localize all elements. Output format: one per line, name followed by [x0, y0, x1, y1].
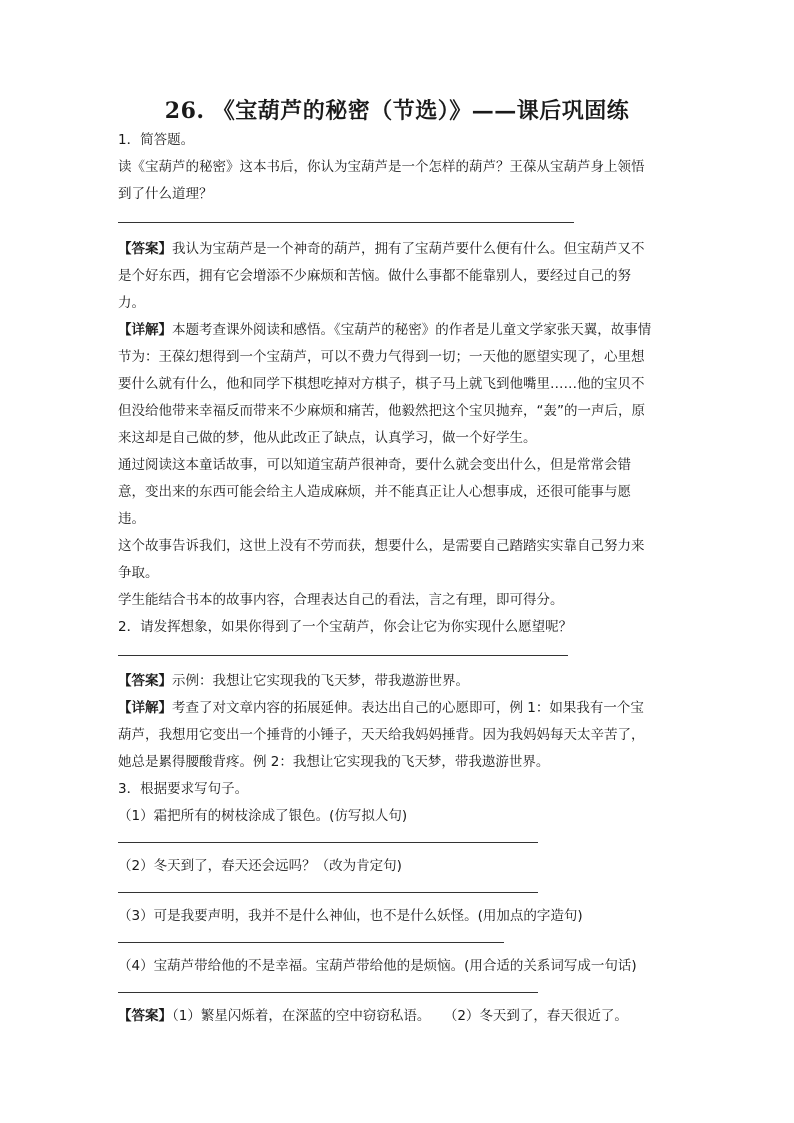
q1-detail-line-1: 【详解】本题考查课外阅读和感悟。《宝葫芦的秘密》的作者是儿童文学家张天翼，故事情: [118, 322, 652, 338]
answer-tag: 【答案】: [118, 673, 172, 689]
q1-question-line-1: 读《宝葫芦的秘密》这本书后，你认为宝葫芦是一个怎样的葫芦？王葆从宝葫芦身上领悟: [118, 159, 645, 175]
q3-heading: 3．根据要求写句子。: [118, 781, 249, 797]
q2-answer-blank[interactable]: [118, 655, 568, 656]
q2-detail-line-1: 【详解】考查了对文章内容的拓展延伸。表达出自己的心愿即可，例 1：如果我有一个宝: [118, 700, 644, 716]
q1-detail-line-8: 违。: [118, 511, 145, 527]
q3-item-2: （2）冬天到了，春天还会远吗？（改为肯定句): [118, 858, 402, 874]
detail-tag: 【详解】: [118, 700, 172, 716]
q1-detail-line-6: 通过阅读这本童话故事，可以知道宝葫芦很神奇，要什么就会变出什么，但是常常会错: [118, 457, 631, 473]
q1-detail-line-9: 这个故事告诉我们，这世上没有不劳而获，想要什么，是需要自己踏踏实实靠自己努力来: [118, 538, 645, 554]
q3-item-3: （3）可是我要声明，我并不是什么神仙，也不是什么妖怪。(用加点的字造句): [118, 908, 583, 924]
q3-answer-line: 【答案】（1）繁星闪烁着，在深蓝的空中窃窃私语。 （2）冬天到了，春天很近了。: [118, 1008, 628, 1024]
page-title: 26. 《宝葫芦的秘密（节选）》——课后巩固练: [164, 98, 630, 124]
q3-item-4-blank[interactable]: [118, 992, 538, 993]
q2-detail-line-2: 葫芦，我想用它变出一个捶背的小锤子，天天给我妈妈捶背。因为我妈妈每天太辛苦了，: [118, 727, 645, 743]
q3-item-1-blank[interactable]: [118, 842, 538, 843]
q1-detail-line-11: 学生能结合书本的故事内容，合理表达自己的看法，言之有理，即可得分。: [118, 592, 564, 608]
answer-tag: 【答案】: [118, 1008, 172, 1024]
q1-detail-line-10: 争取。: [118, 565, 159, 581]
q1-question-line-2: 到了什么道理？: [118, 186, 213, 202]
q1-answer-line-1: 【答案】我认为宝葫芦是一个神奇的葫芦，拥有了宝葫芦要什么便有什么。但宝葫芦又不: [118, 241, 645, 257]
q1-answer-blank[interactable]: [118, 222, 574, 223]
q2-question: 2．请发挥想象，如果你得到了一个宝葫芦，你会让它为你实现什么愿望呢？: [118, 619, 573, 635]
q3-item-4: （4）宝葫芦带给他的不是幸福。宝葫芦带给他的是烦恼。(用合适的关系词写成一句话): [118, 958, 637, 974]
q1-detail-line-4: 但没给他带来幸福反而带来不少麻烦和痛苦，他毅然把这个宝贝抛弃，“轰”的一声后，原: [118, 403, 645, 419]
q1-heading: 1．简答题。: [118, 132, 195, 148]
q3-item-2-blank[interactable]: [118, 892, 538, 893]
q1-detail-line-3: 要什么就有什么，他和同学下棋想吃掉对方棋子，棋子马上就飞到他嘴里……他的宝贝不: [118, 376, 645, 392]
q2-answer-line: 【答案】示例：我想让它实现我的飞天梦，带我遨游世界。: [118, 673, 469, 689]
detail-tag: 【详解】: [118, 322, 172, 338]
q2-detail-line-3: 她总是累得腰酸背疼。例 2：我想让它实现我的飞天梦，带我遨游世界。: [118, 754, 550, 770]
q1-answer-line-2: 是个好东西，拥有它会增添不少麻烦和苦恼。做什么事都不能靠别人，要经过自己的努: [118, 268, 631, 284]
answer-tag: 【答案】: [118, 241, 172, 257]
q1-detail-line-5: 来这却是自己做的梦，他从此改正了缺点，认真学习，做一个好学生。: [118, 430, 537, 446]
document-body: [118, 127, 678, 1030]
q1-detail-line-2: 节为：王葆幻想得到一个宝葫芦，可以不费力气得到一切；一天他的愿望实现了，心里想: [118, 349, 645, 365]
q3-item-3-blank[interactable]: [118, 942, 504, 943]
q3-item-1: （1）霜把所有的树枝涂成了银色。(仿写拟人句): [118, 808, 408, 824]
q1-detail-line-7: 意，变出来的东西可能会给主人造成麻烦，并不能真正让人心想事成，还很可能事与愿: [118, 484, 631, 500]
q1-answer-line-3: 力。: [118, 295, 145, 311]
